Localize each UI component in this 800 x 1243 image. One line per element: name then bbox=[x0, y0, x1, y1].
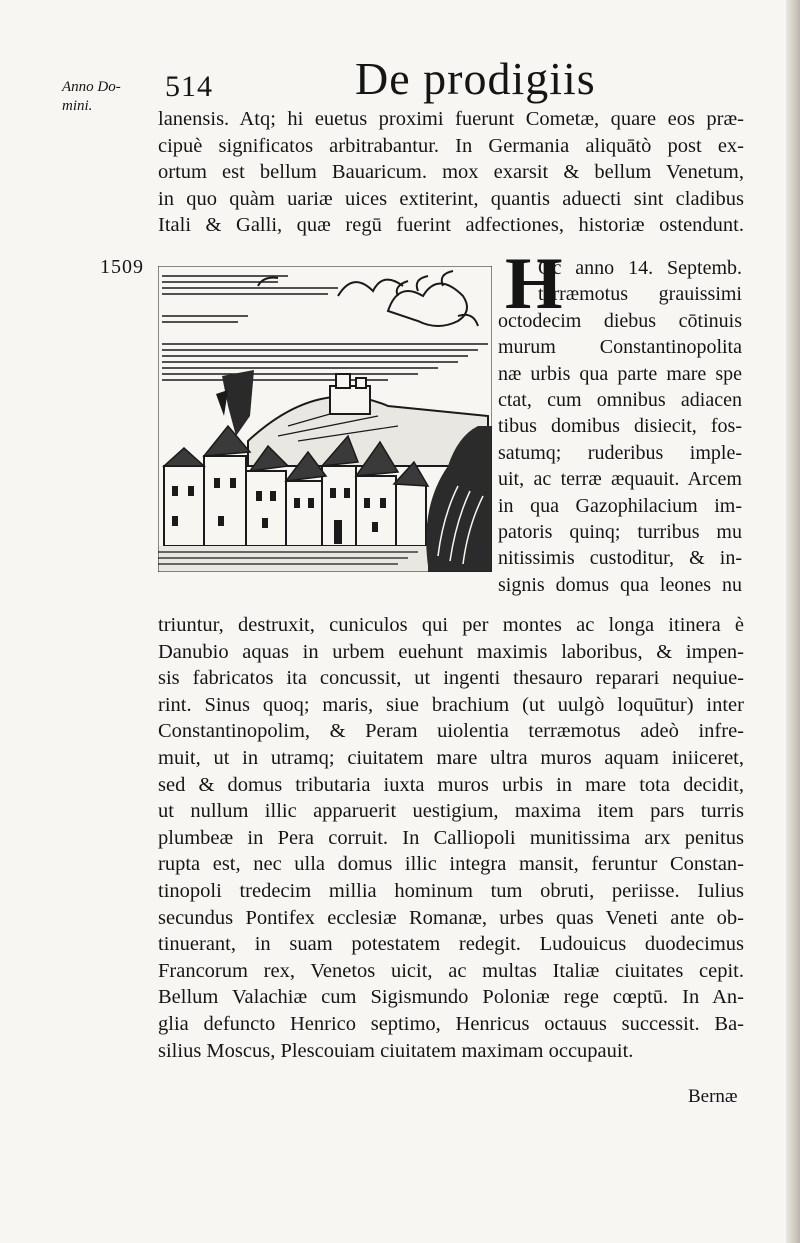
text-line: ortum est bellum Bauaricum. mox exarsit & bellum Venetum, bbox=[158, 161, 744, 184]
text-line: Bellum Valachiæ cum Sigismundo Poloniæ rege cœptū. In An- bbox=[158, 986, 744, 1009]
woodcut-illustration bbox=[158, 266, 492, 572]
page-edge bbox=[786, 0, 800, 1243]
text-line: næ urbis qua parte mare spe bbox=[498, 362, 742, 385]
text-line: terræmotus grauissimi bbox=[538, 283, 742, 306]
text-line: in quo quàm uariæ uices extiterint, quantis aduecti sint cladibus bbox=[158, 187, 744, 210]
text-line: signis domus qua leones nu bbox=[498, 573, 742, 596]
text-line: Danubio aquas in urbem euehunt maximis laboribus, & impen- bbox=[158, 640, 744, 663]
drop-cap: H bbox=[505, 243, 563, 325]
text-line: octodecim diebus cōtinuis bbox=[498, 309, 742, 332]
catchword: Bernæ bbox=[688, 1086, 738, 1107]
text-line: lanensis. Atq; hi euetus proximi fuerunt Cometæ, quare eos præ- bbox=[158, 108, 744, 130]
text-line: secundus Pontifex ecclesiæ Romanæ, urbes quas Veneti ante ob- bbox=[158, 906, 744, 929]
text-line: uit, ac terræ æquauit. Arcem bbox=[498, 468, 742, 491]
text-line: plumbeæ in Pera corruit. In Calliopoli munitissima arx penitus bbox=[158, 826, 744, 849]
text-block-bottom bbox=[158, 612, 744, 1064]
text-line: muit, ut in utramq; ciuitatem mare ultra muros aquam iniiceret, bbox=[158, 746, 744, 769]
page-number: 514 bbox=[165, 70, 213, 103]
text-line: satumq; ruderibus imple- bbox=[498, 441, 742, 464]
text-line: tinuerant, in suam potestatem redegit. Ludouicus duodecimus bbox=[158, 933, 744, 956]
text-line: silius Moscus, Plescouiam ciuitatem maximam occupauit. bbox=[158, 1039, 634, 1062]
text-line: Oc anno 14. Septemb. bbox=[538, 257, 742, 279]
text-line: rupta est, nec ulla domus illic integra mansit, feruntur Constan- bbox=[158, 853, 744, 876]
text-line: in qua Gazophilacium im- bbox=[498, 494, 742, 517]
woodcut-earthquake-city bbox=[158, 266, 492, 572]
text-line: tibus domibus disiecit, fos- bbox=[498, 415, 742, 438]
text-line: cipuè significatos arbitrabantur. In Germania aliquātò post ex- bbox=[158, 134, 744, 157]
text-line: patoris quinq; turribus mu bbox=[498, 520, 742, 543]
margin-anno-line: mini. bbox=[62, 98, 93, 114]
text-line: murum Constantinopolita bbox=[498, 336, 742, 359]
text-line: nitissimis custoditur, & in- bbox=[498, 547, 742, 570]
running-head: De prodigiis bbox=[355, 53, 596, 104]
margin-year: 1509 bbox=[100, 256, 144, 278]
margin-annotation bbox=[62, 78, 121, 116]
text-line: Constantinopolim, & Peram uiolentia terræmotus adeò infre- bbox=[158, 720, 744, 743]
text-line: glia defuncto Henrico septimo, Henricus octauus successit. Ba- bbox=[158, 1012, 744, 1035]
text-line: sed & domus tributaria iuxta muros urbis in mare tota decidit, bbox=[158, 773, 744, 796]
text-line: rint. Sinus quoq; maris, siue brachium (ut uulgò loquūtur) inter bbox=[158, 693, 744, 716]
text-line: triuntur, destruxit, cuniculos qui per montes ac longa itinera è bbox=[158, 614, 744, 636]
text-line: Itali & Galli, quæ regū fuerint adfectiones, historiæ ostendunt. bbox=[158, 214, 744, 237]
text-line: sis fabricatos ita concussit, ut ingenti thesauro reparari nequiue- bbox=[158, 667, 744, 690]
text-line: tinopoli tredecim millia hominum tum obruti, periisse. Iulius bbox=[158, 879, 744, 902]
text-line: ctat, cum omnibus adiacen bbox=[498, 388, 742, 411]
text-line: ut nullum illic apparuerit uestigium, maxima item pars turris bbox=[158, 800, 744, 823]
text-block-top bbox=[158, 106, 744, 239]
text-column-beside-woodcut bbox=[498, 255, 742, 598]
text-line: Francorum rex, Venetos uicit, ac multas Italiæ ciuitates cepit. bbox=[158, 959, 744, 982]
margin-anno-line: Anno Do- bbox=[62, 79, 121, 95]
